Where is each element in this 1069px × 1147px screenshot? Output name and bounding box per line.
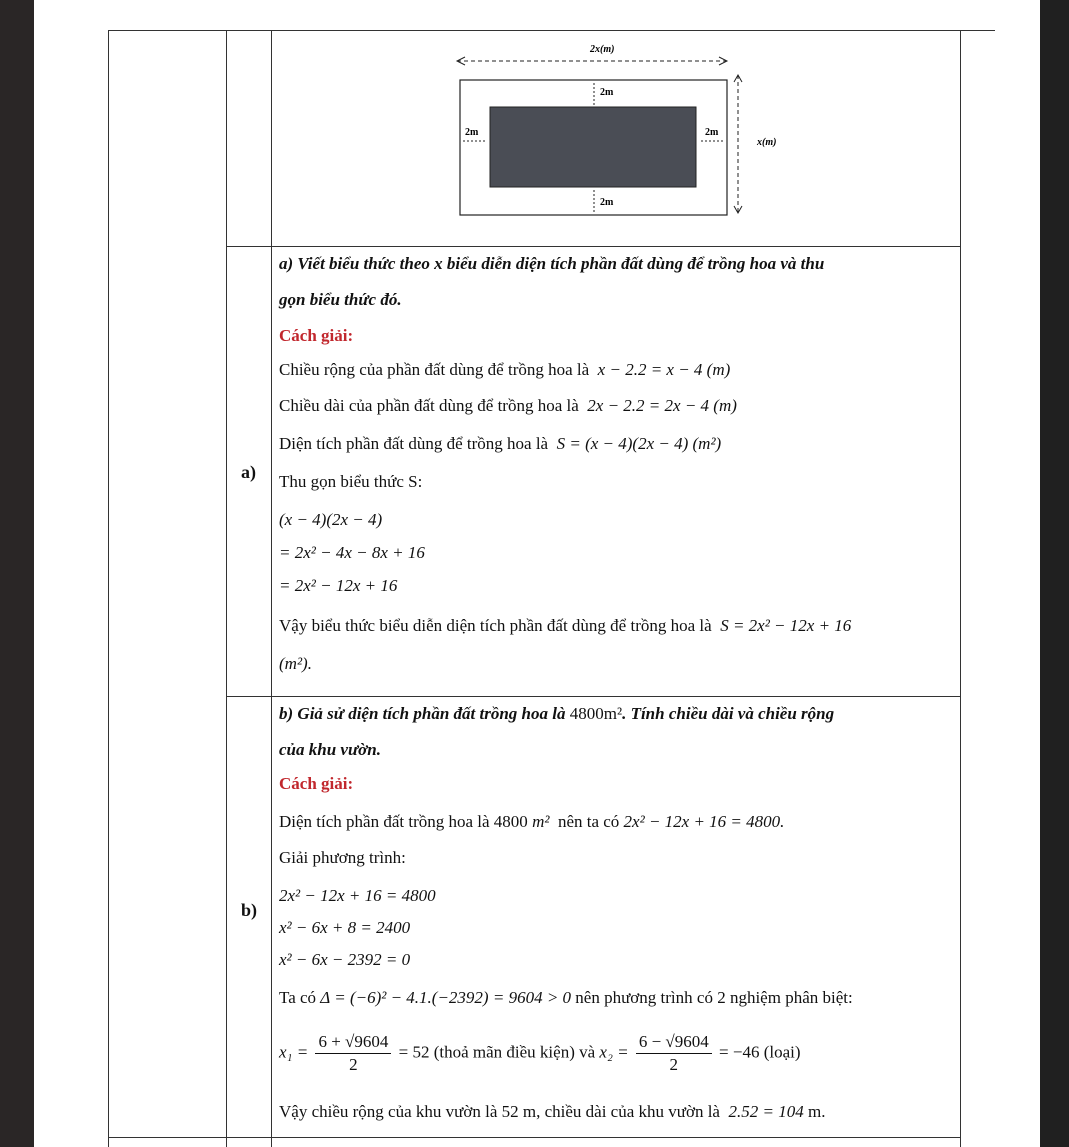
diagram-width-label: 2x(m) xyxy=(590,44,615,55)
diagram-margin-top: 2m xyxy=(600,87,614,98)
flower-bed xyxy=(490,107,696,187)
document-page xyxy=(34,0,1040,1147)
width-expr: x − 2.2 = x − 4 (m) xyxy=(597,360,731,379)
row-divider-b xyxy=(226,696,961,697)
final-expr: 2.52 = 104 xyxy=(728,1102,804,1121)
question-end: . Tính chiều dài và chiều rộng xyxy=(622,704,835,723)
table-left-border xyxy=(108,30,109,1147)
part-b-method-label: Cách giải: xyxy=(279,774,354,793)
garden-diagram xyxy=(455,35,795,230)
x2-num: 6 − √9604 xyxy=(636,1032,712,1054)
delta-expr: Δ = (−6)² − 4.1.(−2392) = 9604 > 0 xyxy=(320,988,572,1007)
area-line-start: Diện tích phần đất trồng hoa là 4800 xyxy=(279,812,528,831)
x2-den: 2 xyxy=(669,1055,679,1074)
conclusion-text: Vậy biểu thức biểu diễn diện tích phần đất dùng để trồng hoa là xyxy=(279,616,712,635)
part-a-length-line xyxy=(279,396,737,416)
area-expr: S = (x − 4)(2x − 4) (m²) xyxy=(556,434,722,453)
part-a-conclusion-unit: (m²). xyxy=(279,654,312,673)
final-text: Vậy chiều rộng của khu vườn là 52 m, chiều dài của khu vườn là xyxy=(279,1102,720,1121)
diagram-margin-bottom: 2m xyxy=(600,197,614,208)
part-a-width-line xyxy=(279,360,730,380)
area-unit: m² xyxy=(532,812,550,831)
part-a-conclusion-line xyxy=(279,616,851,636)
x1-den: 2 xyxy=(349,1055,358,1074)
length-expr: 2x − 2.2 = 2x − 4 (m) xyxy=(587,396,737,415)
part-a-step-1: (x − 4)(2x − 4) xyxy=(279,510,383,529)
diagram-height-label: x(m) xyxy=(757,137,777,148)
table-col-divider-1 xyxy=(226,30,227,1147)
diagram-margin-left: 2m xyxy=(465,127,479,138)
part-b-roots-line xyxy=(279,1032,801,1075)
part-a-step-2: = 2x² − 4x − 8x + 16 xyxy=(279,543,425,562)
area-line-mid: nên ta có xyxy=(557,812,620,831)
part-b-question-1 xyxy=(279,704,834,724)
part-b-question-2: của khu vườn. xyxy=(279,740,381,759)
part-b-area-line xyxy=(279,812,784,832)
part-a-step-3: = 2x² − 12x + 16 xyxy=(279,576,398,595)
width-text: Chiều rộng của phần đất dùng để trồng hoa là xyxy=(279,360,590,379)
table-col-divider-2 xyxy=(271,30,272,1147)
x1-note: (thoả mãn điều kiện) và xyxy=(433,1042,596,1062)
row-label-a: a) xyxy=(241,462,256,482)
question-value: 4800m² xyxy=(569,704,623,723)
part-b-final-line xyxy=(279,1102,825,1122)
delta-end: nên phương trình có 2 nghiệm phân biệt: xyxy=(575,988,853,1007)
x2-fraction xyxy=(636,1032,712,1075)
x2-lhs: x₂ = xyxy=(599,1042,629,1062)
x1-lhs: x₁ = xyxy=(279,1042,309,1062)
x2-note: (loại) xyxy=(763,1042,801,1062)
table-right-border xyxy=(960,30,961,1147)
part-a-method-label: Cách giải: xyxy=(279,326,354,345)
part-b-eq-3: x² − 6x − 2392 = 0 xyxy=(279,950,411,969)
diagram-margin-right: 2m xyxy=(705,127,719,138)
part-a-question-2: gọn biểu thức đó. xyxy=(279,290,402,309)
part-b-solve-text: Giải phương trình: xyxy=(279,848,406,867)
area-text: Diện tích phần đất dùng để trồng hoa là xyxy=(279,434,549,453)
table-top-border xyxy=(108,30,995,31)
right-background xyxy=(1040,0,1069,1147)
delta-start: Ta có xyxy=(279,988,317,1007)
x1-num: 6 + √9604 xyxy=(315,1032,391,1054)
x1-rhs: = 52 xyxy=(398,1042,430,1062)
part-b-eq-1: 2x² − 12x + 16 = 4800 xyxy=(279,886,436,905)
length-text: Chiều dài của phần đất dùng để trồng hoa là xyxy=(279,396,579,415)
part-a-area-line xyxy=(279,434,721,454)
part-a-question-1: a) Viết biểu thức theo x biểu diễn diện tích phần đất dùng để trồng hoa và thu xyxy=(279,254,825,273)
left-background xyxy=(0,0,34,1147)
part-b-delta-line xyxy=(279,988,853,1008)
row-divider-bottom xyxy=(108,1137,961,1138)
x1-fraction xyxy=(315,1032,391,1075)
final-unit: m. xyxy=(807,1102,826,1121)
x2-rhs: = −46 xyxy=(719,1042,760,1062)
part-b-eq-2: x² − 6x + 8 = 2400 xyxy=(279,918,411,937)
conclusion-expr: S = 2x² − 12x + 16 xyxy=(720,616,852,635)
question-start: b) Giả sử diện tích phần đất trồng hoa là xyxy=(279,704,566,723)
row-label-b: b) xyxy=(241,900,258,920)
area-equation: 2x² − 12x + 16 = 4800. xyxy=(623,812,785,831)
row-divider-a xyxy=(226,246,961,247)
part-a-simplify-text: Thu gọn biểu thức S: xyxy=(279,472,423,491)
